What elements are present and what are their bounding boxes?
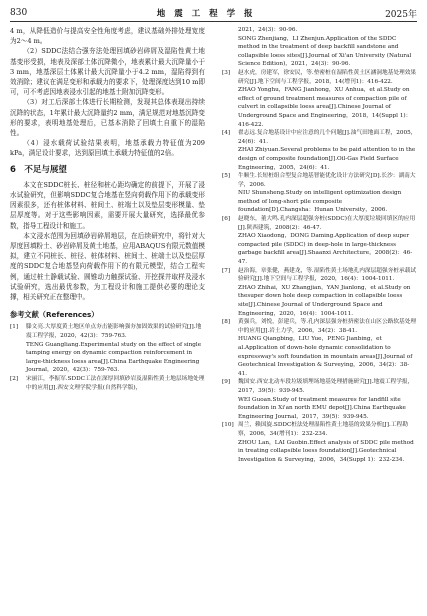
body-paragraph: 4 m，从降低造价与提高安全性角度考虑，建议基础外排处理宽度为2～4 m。 [10,27,205,46]
reference-item [222,318,417,335]
reference-number: [6] [222,216,231,223]
reference-text: ZHOU Lan，LAI Guobin.Effect analysis of SDDC pile method in treating collapsible loess foundation[J].Geotechnical Investigation & Surveying，2006，34(Suppl 1)：232-234. [238,439,414,463]
reference-number [222,396,238,422]
references-heading: 参考文献（References） [10,310,99,320]
reference-item [222,172,417,189]
reference-text: ZHAI Zhiyuan.Several problems to be paid attention to in the design of composite foundation[J].Oil-Gas Field Surface Engineering，2005，24(6)：41. [238,147,416,171]
reference-item [222,335,417,378]
journal-title: 地 震 工 程 学 报 [156,9,256,19]
body-paragraph: （2）SDDC法结合强夯法处理回填砂岩碎屑及湿陷性黄土地基变形受损，地表及深部土体沉降微小，地表累计最大沉降量小于3 mm，地基深层土体累计最大沉降量小于4.2 mm，湿陷得到有效消除；建议在满足变形和承载力的要求下，处理深度达到10 m即可，可不考虑因地表浸水引起的地基土附加沉降变形。 [10,47,205,97]
reference-text: SONG Zhenjiang，LI Zhenjun.Application of the SDDC method in the treatment of deep backfill sandstone and collapsible loess sites[J].Journal of Xi'an University (Natural Science Edition)，2021，24(3)：90-96. [238,35,412,68]
reference-number: [3] [222,69,231,76]
reference-number: [7] [222,267,231,274]
section-heading: 6 不足与展望 [10,164,67,175]
reference-item [222,189,417,215]
reference-item [222,26,417,35]
reference-item [222,378,417,395]
reference-item [222,439,417,465]
reference-number [222,232,238,266]
reference-item [10,375,205,392]
reference-text: 赵治海，章张健，燕建龙，等.湿陷性黄土场地孔内深层超强夯桩承载试验研究[J].地下空间与工程学报，2020，16(4)：1004-1011. [238,267,417,283]
reference-number [222,86,238,129]
publication-year: 2025年 [385,9,417,20]
reference-text: ZHAO Zhihai，XU Zhangjian，YAN Jianlong，et al.Study on thesuper down hole deep compaction in collapsible loess site[J].Chinese Journal of Underground Space and Engineering，2020，16(4)：1004-1011. [238,284,411,317]
reference-item [222,129,417,146]
reference-item [222,284,417,318]
page-number: 830 [10,8,28,18]
reference-text: WEI Guoan.Study of treatment measures for landfill site foundation in Xi'an north EMU depot[J].China Earthquake Engineering Journal，2017，39(5)：939-945. [238,396,406,420]
reference-item [222,69,417,86]
reference-text: 赵水虎，房建军，徐安民，等.垫密桩在湿陷性黄土区涵洞地基处理效果研究[J].地下空间与工程学报，2018，14(增刊1)：416-422. [238,69,417,85]
reference-text: ZHAO Xiaodong，DONG Daming.Application of deep super compacted pile (SDDC) in deep-hole in large-thickness garbage backfill area[J].Shaanxi Architecture，2008(2)：46-47. [238,233,413,266]
header-rule [10,21,417,22]
reference-text: ZHAO Yonghu，FANG Jianhong，XU Anhua，et al.Study on effect of ground treatment measures of compaction pile of culvert in collapsible loess area[J].Chinese Journal of Underground Space and Engineering，2018，14(Suppl 1)：416-422. [238,87,412,128]
reference-text: HUANG Qiangbing，LIU Yue，PENG Jianbing，et al.Application of down-hole dynamic consolidation to expressway's soft foundation in mountain areas[J].Journal of Geotechnical Investigation & Surveying，2006，34(2)：38-41. [238,336,413,377]
reference-text: 黄强兵，刘悦，彭建兵，等.孔内深层强夯桩挤密法在山区公路软基处理中的应用[J].岩土力学，2006，34(2)：38-41. [238,319,417,334]
reference-number: [8] [222,319,231,326]
reference-number [222,35,238,69]
reference-text: 周兰，赖国旋.SDDC桩法处理湿陷性黄土地基的效果分析[J].工程勘察，2006，34(增刊1)：232-234. [238,422,408,437]
reference-text: NIU Shunsheng.Study on intelligent optimization design method of long-short pile composite foundation[D].Changsha：Hunan University，2006. [238,190,402,214]
body-paragraph: （4）浸水载荷试验结果表明，地基承载力特征值为209 kPa，满足设计要求，达到原回填土承载力特征值的2倍。 [10,139,205,158]
reference-number [222,439,238,465]
reference-number [222,284,238,318]
reference-number [222,26,238,35]
reference-number: [9] [222,379,231,386]
body-paragraph: （3）对工后深部土体进行长期检测，发现其总体表现出持续沉降的状态，1年累计最大沉降量约2 mm，满足规范对地基沉降变形的要求，表明地基处理后，已基本消除了回填土自重下的湿陷性。 [10,98,205,138]
reference-item [222,86,417,129]
reference-item [10,323,205,340]
reference-item [222,267,417,284]
reference-number [222,335,238,378]
reference-number: [1] [10,324,19,331]
reference-text: 宋丽江，李振军.SDDC工法在深厚回填砂岩及湿陷性黄土地层场地处理中的应用[J].西安文理学院学报(自然科学版)， [26,376,205,391]
reference-item [222,146,417,172]
reference-text: TENG Guangliang.Experimental study on the effect of single tamping energy on dynamic compaction reinforcement in large-thickness loess area[J].China Earthquake Engineering Journal，2020，42(3)：759-763. [26,341,202,374]
right-column [222,26,417,464]
body-paragraph: 本文浸水范围为回填砂岩碎屑地层，在后续研究中，将针对大厚度回填粉土、砂岩碎屑及黄土地基，应用ABAQUS有限元数值模拟，建立不同桩长、桩径、桩体材料、桩间土、桩端土以及垫层厚度的SDDC复合地基竖向荷载作用下的有限元模型，结合工程实例，通过桩土静载试验、圆锥动力触探试验、开挖探井取样及浸水试验研究，选出最优参数，为工程设计和施工提供必要的理论支撑，相关研究正在整理中。 [10,231,205,302]
body-paragraph: 本文在SDDC桩长、桩径和桩心距均确定的前提下，开展了浸水试验研究，但影响SDDC复合地基在竖向荷载作用下的承载变形因素很多，还有桩体材料、桩间土、桩端土以及垫层变形模量、垫层厚度等。对于这些影响因素，需要开展大量研究，选择最优参数，指导工程设计和施工。 [10,180,205,230]
reference-number [222,189,238,215]
reference-text: 赵晓东，董大鸣.孔内深层超强夯桩(SDDC)在大厚度垃圾回填区的应用[J].陕西建筑，2008(2)：46-47. [238,216,416,231]
reference-item [222,421,417,438]
reference-text: 滕文亮.大厚度黄土地区单点夯击能影响强夯加固效果的试验研究[J].地震工程学报，2020，42(3)：759-763. [26,324,202,340]
reference-number: [5] [222,173,231,180]
reference-item [10,341,205,375]
reference-text: 2021，24(3)：90-96. [238,27,298,33]
page-header [10,6,417,20]
reference-number: [2] [10,376,19,383]
left-column [10,26,205,392]
reference-number: [10] [222,422,234,429]
reference-item [222,232,417,266]
reference-text: 魏国安.西安北动车段垃圾填埋场地基处理措施研究[J].地震工程学报，2017，39(5)：939-945. [238,379,414,394]
reference-item [222,396,417,422]
reference-number: [4] [222,130,231,137]
reference-number [10,341,26,375]
reference-text: 牛顺生.长短桩组合型复合地基智能优化设计方法研究[D].长沙：湖南大学，2006. [238,173,416,188]
reference-item [222,215,417,232]
reference-text: 翟志远.复合地基设计中应注意的几个问题[J].油气田地面工程，2005，24(6)：41. [238,130,417,145]
reference-number [222,146,238,172]
reference-item [222,35,417,69]
